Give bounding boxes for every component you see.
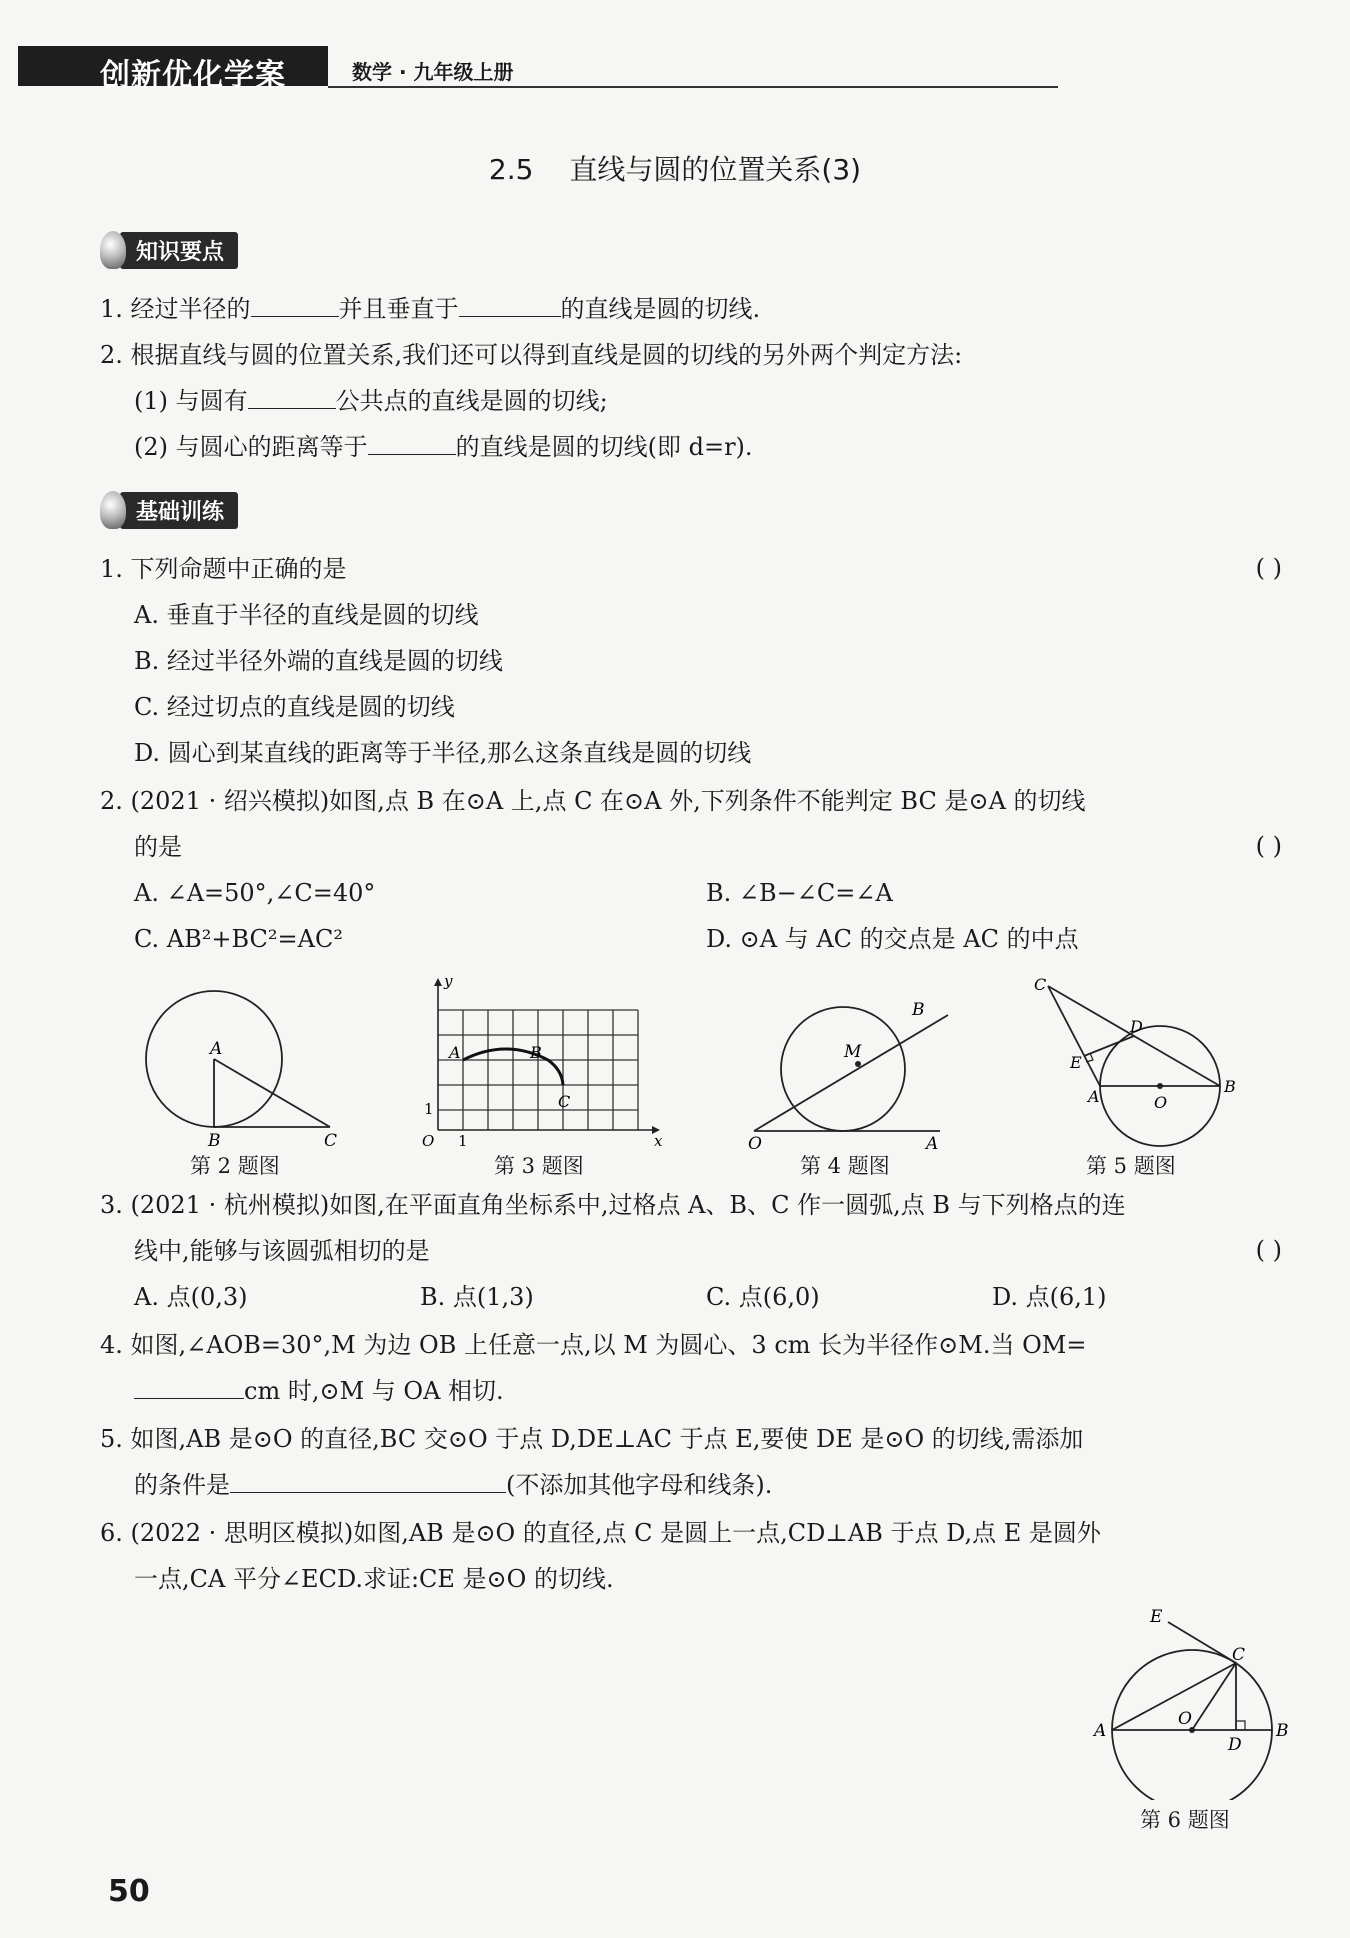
label-b: B: [912, 1000, 925, 1020]
q5-text-a: 的条件是: [134, 1471, 230, 1499]
header-rule: [328, 86, 1058, 88]
figure-q4: [740, 995, 960, 1155]
q1-option-b: B. 经过半径外端的直线是圆的切线: [134, 647, 503, 675]
q5-line-2: [134, 1470, 772, 1500]
caption-q5: 第 5 题图: [1086, 1154, 1176, 1178]
section-training-label: 基础训练: [120, 492, 238, 529]
q3-option-b: B. 点(1,3): [420, 1283, 534, 1311]
q4-line-2: [134, 1376, 504, 1406]
label-b: B: [1276, 1721, 1289, 1741]
q2-option-a: A. ∠A=50°,∠C=40°: [134, 879, 376, 907]
y-axis-arrow-icon: [434, 978, 442, 986]
q3-option-c: C. 点(6,0): [706, 1283, 820, 1311]
knowledge-item-2-1: [134, 386, 608, 416]
q2-option-d: D. ⊙A 与 AC 的交点是 AC 的中点: [706, 925, 1079, 953]
label-c: C: [558, 1092, 571, 1111]
section-knowledge-header: [100, 230, 238, 270]
q5-text-b: (不添加其他字母和线条).: [506, 1471, 773, 1499]
k1-text-b: 并且垂直于: [338, 295, 459, 323]
section-title: 直线与圆的位置关系(3): [569, 153, 862, 186]
q1-option-d: D. 圆心到某直线的距离等于半径,那么这条直线是圆的切线: [134, 739, 752, 767]
section-knowledge-label: 知识要点: [120, 232, 238, 269]
header-subject: 数学 · 九年级上册: [352, 60, 514, 84]
q2-line-2: 的是: [134, 833, 182, 861]
q6-line-1: 6. (2022 · 思明区模拟)如图,AB 是⊙O 的直径,点 C 是圆上一点,CD⊥AB 于点 D,点 E 是圆外: [100, 1519, 1101, 1547]
label-e: E: [1150, 1607, 1163, 1627]
label-y-one: 1: [424, 1100, 434, 1118]
q2-answer-paren[interactable]: ( ): [1255, 832, 1282, 860]
caption-q6: 第 6 题图: [1140, 1808, 1230, 1832]
label-c: C: [1232, 1645, 1246, 1665]
q2-line-1: 2. (2021 · 绍兴模拟)如图,点 B 在⊙A 上,点 C 在⊙A 外,下列条件不能判定 BC 是⊙A 的切线: [100, 787, 1086, 815]
figure-q5: [1020, 972, 1260, 1152]
segment-oc: [1192, 1663, 1236, 1730]
q1-stem: 1. 下列命题中正确的是: [100, 555, 347, 583]
knowledge-item-1: [100, 294, 760, 324]
answer-blank[interactable]: [134, 1376, 244, 1399]
label-x: x: [654, 1132, 663, 1150]
label-b: B: [1224, 1077, 1236, 1096]
point-o: [1157, 1083, 1163, 1089]
segment-ce: [1168, 1622, 1236, 1663]
knowledge-item-2-2: [134, 432, 753, 462]
q6-line-2: 一点,CA 平分∠ECD.求证:CE 是⊙O 的切线.: [134, 1565, 614, 1593]
label-b: B: [530, 1043, 542, 1062]
q1-option-c: C. 经过切点的直线是圆的切线: [134, 693, 455, 721]
q2-option-b: B. ∠B−∠C=∠A: [706, 879, 893, 907]
q1-answer-paren[interactable]: ( ): [1255, 554, 1282, 582]
k1-text-c: 的直线是圆的切线.: [560, 295, 761, 323]
section-training-header: [100, 490, 238, 530]
k22-text-b: 的直线是圆的切线(即 d=r).: [455, 433, 753, 461]
caption-q4: 第 4 题图: [800, 1154, 890, 1178]
label-a: A: [449, 1043, 461, 1062]
label-b: B: [208, 1131, 221, 1150]
caption-q3: 第 3 题图: [494, 1154, 584, 1178]
circle-m: [781, 1007, 905, 1131]
page-number: 50: [108, 1874, 150, 1909]
figure-q2: [130, 980, 350, 1150]
label-o: O: [1154, 1093, 1168, 1112]
answer-blank[interactable]: [368, 432, 456, 455]
answer-blank[interactable]: [251, 294, 339, 317]
k1-text-a: 1. 经过半径的: [100, 295, 251, 323]
label-d: D: [1130, 1017, 1143, 1036]
q3-line-1: 3. (2021 · 杭州模拟)如图,在平面直角坐标系中,过格点 A、B、C 作一圆弧,点 B 与下列格点的连: [100, 1191, 1126, 1219]
figure-q6: [1080, 1600, 1300, 1800]
lightbulb-icon: [100, 491, 126, 529]
k21-text-a: (1) 与圆有: [134, 387, 248, 415]
q5-line-1: 5. 如图,AB 是⊙O 的直径,BC 交⊙O 于点 D,DE⊥AC 于点 E,要使 DE 是⊙O 的切线,需添加: [100, 1425, 1084, 1453]
section-number: 2.5: [488, 153, 534, 186]
label-a: A: [210, 1039, 223, 1059]
right-angle-mark: [1236, 1721, 1245, 1730]
answer-blank[interactable]: [459, 294, 561, 317]
q2-option-c: C. AB²+BC²=AC²: [134, 925, 343, 953]
label-a: A: [1094, 1721, 1107, 1741]
label-m: M: [844, 1042, 862, 1062]
label-o: O: [748, 1134, 762, 1154]
q3-line-2: 线中,能够与该圆弧相切的是: [134, 1237, 430, 1265]
q4-line-1: 4. 如图,∠AOB=30°,M 为边 OB 上任意一点,以 M 为圆心、3 cm 长为半径作⊙M.当 OM=: [100, 1331, 1087, 1359]
header-brand: 创新优化学案: [100, 58, 286, 93]
lightbulb-icon: [100, 231, 126, 269]
q3-option-a: A. 点(0,3): [134, 1283, 248, 1311]
k22-text-a: (2) 与圆心的距离等于: [134, 433, 368, 461]
label-c: C: [324, 1131, 338, 1150]
answer-blank[interactable]: [248, 386, 336, 409]
segment-ac: [1112, 1663, 1236, 1730]
segment-ac: [214, 1059, 330, 1127]
q3-answer-paren[interactable]: ( ): [1255, 1236, 1282, 1264]
label-a: A: [926, 1134, 939, 1154]
ray-ob: [754, 1015, 948, 1131]
answer-blank[interactable]: [230, 1470, 506, 1493]
label-c: C: [1034, 975, 1047, 994]
label-x-one: 1: [458, 1132, 468, 1150]
q4-text: cm 时,⊙M 与 OA 相切.: [244, 1377, 504, 1405]
label-e: E: [1070, 1053, 1082, 1072]
figure-q3: [416, 970, 676, 1150]
label-y: y: [444, 972, 453, 990]
caption-q2: 第 2 题图: [190, 1154, 280, 1178]
q3-option-d: D. 点(6,1): [992, 1283, 1107, 1311]
page-title: [0, 148, 1350, 188]
k21-text-b: 公共点的直线是圆的切线;: [335, 387, 608, 415]
circle-o: [1112, 1650, 1272, 1800]
label-a: A: [1088, 1087, 1100, 1106]
q1-option-a: A. 垂直于半径的直线是圆的切线: [134, 601, 479, 629]
label-origin: O: [422, 1132, 435, 1150]
label-o: O: [1178, 1709, 1192, 1729]
label-d: D: [1228, 1735, 1242, 1755]
knowledge-item-2: 2. 根据直线与圆的位置关系,我们还可以得到直线是圆的切线的另外两个判定方法:: [100, 341, 963, 369]
